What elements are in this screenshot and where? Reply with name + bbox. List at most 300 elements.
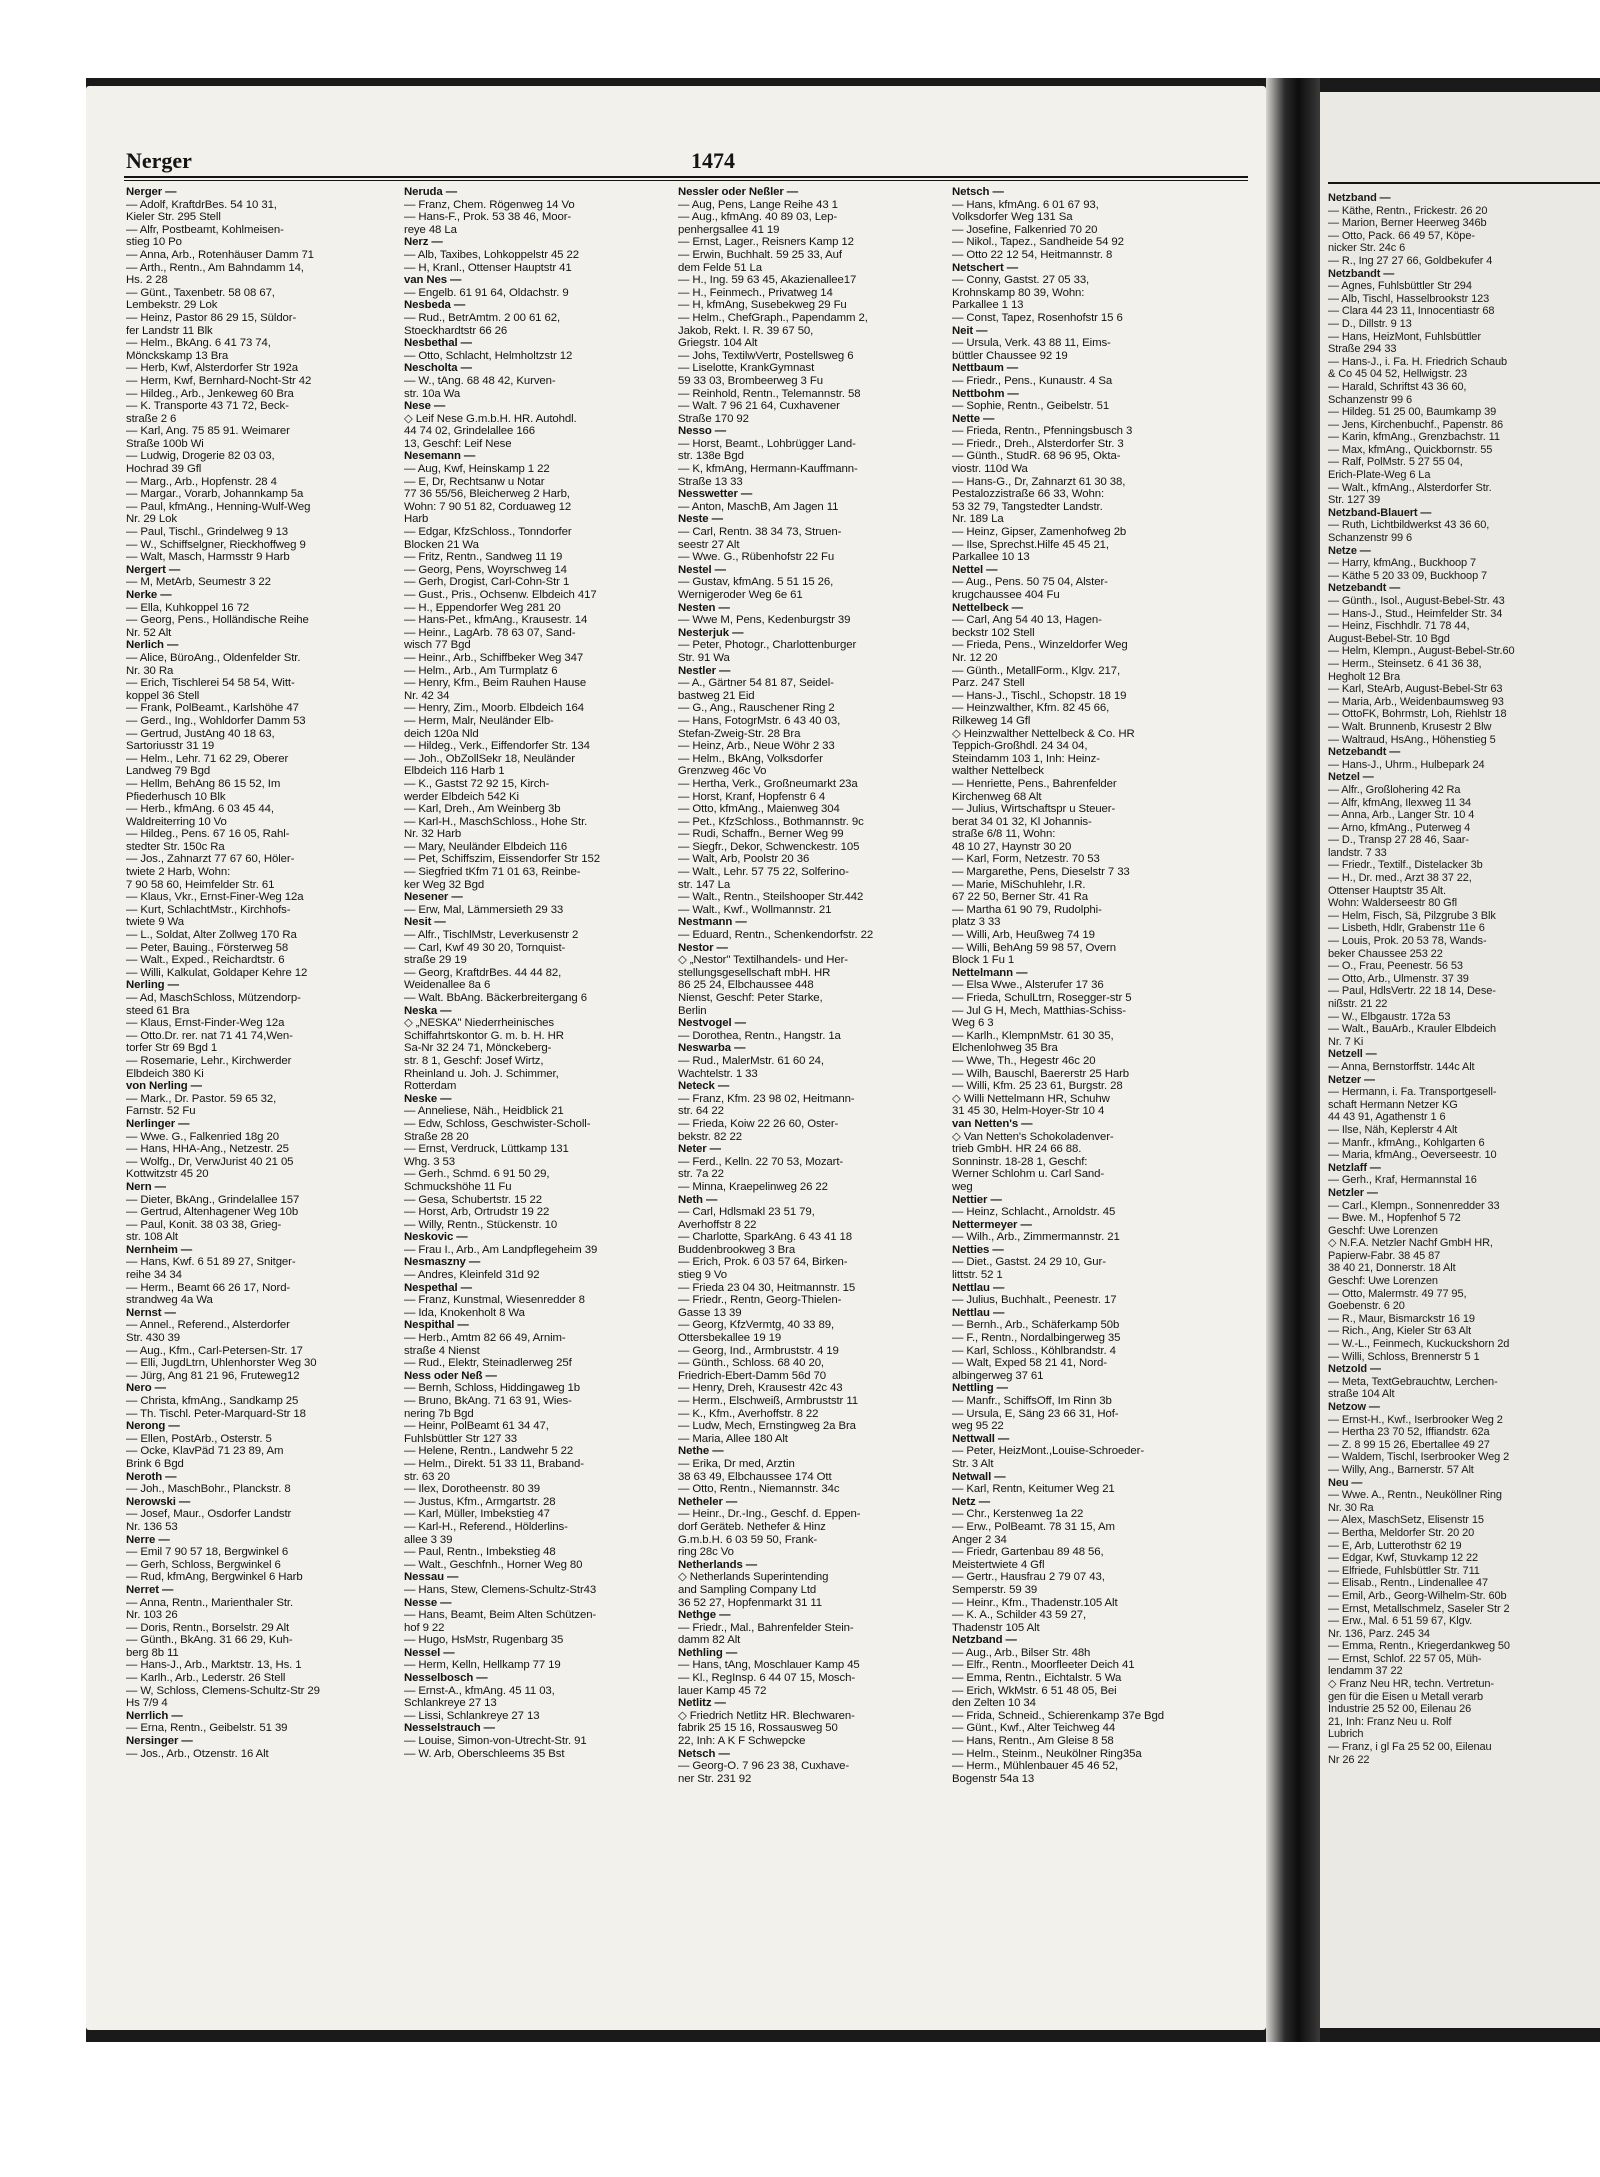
directory-entry: — Fritz, Rentn., Sandweg 11 19 <box>404 551 563 564</box>
facing-page-entry: — Arno, kfmAng., Puterweg 4 <box>1328 821 1471 834</box>
facing-page-entry: — Louis, Prok. 20 53 78, Wands- <box>1328 935 1487 948</box>
directory-entry: stedter Str. 150c Ra <box>126 840 225 853</box>
directory-entry: — Paul, Konit. 38 03 38, Grieg- <box>126 1218 282 1231</box>
facing-page-entry: — Ernst, Metallschmelz, Saseler Str 2 <box>1328 1602 1510 1615</box>
directory-entry: — Th. Tischl. Peter-Marquard-Str 18 <box>126 1407 306 1420</box>
directory-entry: — Horst, Beamt., Lohbrügger Land- <box>678 437 856 450</box>
directory-entry: Sartoriusstr 31 19 <box>126 740 215 753</box>
directory-entry: Hs. 2 28 <box>126 274 168 287</box>
directory-entry: van Nes — <box>404 274 462 287</box>
directory-entry: — Hans, Rentn., Am Gleise 8 58 <box>952 1735 1114 1748</box>
directory-entry: straße 6/8 11, Wohn: <box>952 828 1056 841</box>
directory-entry: damm 82 Alt <box>678 1634 741 1647</box>
directory-entry: Teppich-Großhdl. 24 34 04, <box>952 740 1088 753</box>
directory-entry: str. 8 1, Geschf: Josef Wirtz, <box>404 1054 544 1067</box>
directory-entry: — Herm., Elschweiß, Armbruststr 11 <box>678 1395 858 1407</box>
directory-entry: — Walt, Arb, Poolstr 20 36 <box>678 853 810 866</box>
facing-page-entry: — Käthe 5 20 33 09, Buckhoop 7 <box>1328 569 1488 582</box>
directory-entry: Neskovic — <box>404 1231 468 1244</box>
directory-entry: 67 22 50, Berner Str. 41 Ra <box>952 891 1088 904</box>
directory-entry: Nerre — <box>126 1533 170 1546</box>
facing-page-entry: — D., Dillstr. 9 13 <box>1328 317 1412 330</box>
facing-page-entry: Netze — <box>1328 544 1371 557</box>
directory-entry: — Chr., Kerstenweg 1a 22 <box>952 1508 1084 1521</box>
directory-entry: — Helm., Direkt. 51 33 11, Braband- <box>404 1457 584 1470</box>
directory-entry: Nern — <box>126 1180 166 1193</box>
directory-entry: Nr. 189 La <box>952 513 1004 526</box>
facing-page-entry: — Ernst, Schlof. 22 57 05, Müh- <box>1328 1652 1482 1665</box>
directory-entry: str. 108 Alt <box>126 1231 178 1244</box>
directory-entry: — Frida, Schneid., Schierenkamp 37e Bgd <box>952 1709 1165 1722</box>
directory-entry: — Georg, Pens., Holländische Reihe <box>126 614 309 627</box>
directory-entry: stieg 9 Vo <box>678 1269 728 1282</box>
facing-page-entry: schaft Hermann Netzer KG <box>1328 1098 1458 1111</box>
directory-entry: Volksdorfer Weg 131 Sa <box>952 211 1073 224</box>
directory-entry: — Günth., Schloss. 68 40 20, <box>678 1357 824 1370</box>
directory-entry: — Ella, Kuhkoppel 16 72 <box>126 601 250 614</box>
directory-entry: Hochrad 39 Gfl <box>126 463 202 476</box>
directory-entry: — Bernh., Arb., Schäferkamp 50b <box>952 1319 1120 1332</box>
directory-entry: seestr 27 Alt <box>678 538 740 551</box>
facing-page-entry: — Walt. Brunnenb, Krusestr 2 Blw <box>1328 720 1492 733</box>
facing-page-entry: 21, Inh: Franz Neu u. Rolf <box>1328 1715 1452 1728</box>
directory-entry: Nerowski — <box>126 1495 191 1508</box>
facing-page-entry: beker Chaussee 253 22 <box>1328 947 1443 960</box>
directory-entry: Nettbaum — <box>952 362 1019 375</box>
directory-entry: — H., Eppendorfer Weg 281 20 <box>404 601 561 614</box>
directory-entry: straße 2 6 <box>126 412 177 425</box>
directory-entry: — Peter, Photogr., Charlottenburger <box>678 639 857 652</box>
directory-entry: werder Elbdeich 542 Ki <box>404 790 519 803</box>
directory-entry: Nettwall — <box>952 1432 1010 1445</box>
directory-entry: — Gertrud, JustAng 40 18 63, <box>126 727 275 740</box>
facing-page-entry: — Marion, Berner Heerweg 346b <box>1328 217 1487 230</box>
facing-page-entry: — Manfr., kfmAng., Kohlgarten 6 <box>1328 1136 1485 1149</box>
directory-entry: Netherlands — <box>678 1558 758 1571</box>
directory-entry: — Helm., ChefGraph., Papendamm 2, <box>678 311 868 324</box>
directory-entry: — Helene, Rentn., Landwehr 5 22 <box>404 1445 574 1458</box>
directory-entry: Nespithal — <box>404 1319 469 1332</box>
directory-entry: — Rud., BetrAmtm. 2 00 61 62, <box>404 311 561 324</box>
directory-entry: Parkallee 10 13 <box>952 551 1030 564</box>
directory-entry: — Henry, Dreh, Krausestr 42c 43 <box>678 1382 843 1395</box>
directory-entry: — Karl-H., MaschSchloss., Hohe Str. <box>404 815 588 828</box>
directory-entry: — Jos., Arb., Otzenstr. 16 Alt <box>126 1747 269 1760</box>
directory-entry: — Anna, Rentn., Marienthaler Str. <box>126 1596 294 1609</box>
directory-entry: — Jos., Zahnarzt 77 67 60, Höler- <box>126 853 295 866</box>
facing-page-entry: Netzold — <box>1328 1363 1381 1376</box>
directory-entry: — Erich, Tischlerei 54 58 54, Witt- <box>126 677 295 690</box>
facing-page-entry: straße 104 Alt <box>1328 1388 1395 1401</box>
directory-entry: — Dieter, BkAng., Grindelallee 157 <box>126 1193 300 1206</box>
facing-page-entry: — Emil, Arb., Georg-Wilhelm-Str. 60b <box>1328 1589 1507 1602</box>
directory-entry: — Friedr., Pens., Kunaustr. 4 Sa <box>952 374 1113 387</box>
directory-entry: Nettelbeck — <box>952 601 1023 614</box>
directory-entry: 36 52 27, Hopfenmarkt 31 11 <box>678 1596 822 1609</box>
directory-entry: Netsch — <box>952 186 1004 198</box>
facing-page-entry: — Alfr., Großlohering 42 Ra <box>1328 783 1461 796</box>
directory-entry: — Hildeg., Arb., Jenkeweg 60 Bra <box>126 387 294 400</box>
facing-page-entry: — Clara 44 23 11, Innocentiastr 68 <box>1328 305 1495 318</box>
directory-entry: — Hans, Kwf. 6 51 89 27, Snitger- <box>126 1256 296 1269</box>
facing-page-entry: — Willy, Ang., Barnerstr. 57 Alt <box>1328 1463 1474 1476</box>
running-head-name: Nerger <box>126 148 192 173</box>
directory-entry: — K, kfmAng, Hermann-Kauffmann- <box>678 463 858 476</box>
directory-entry: — Marie, MiSchuhlehr, I.R. <box>952 878 1086 891</box>
facing-page-entry: Hegholt 12 Bra <box>1328 670 1400 683</box>
directory-entry: twiete 9 Wa <box>126 916 184 929</box>
directory-entry: Nr. 29 Lok <box>126 513 177 526</box>
directory-entry: — Heinz, Pastor 86 29 15, Süldor- <box>126 311 297 324</box>
directory-entry: Steindamm 103 1, Inh: Heinz- <box>952 752 1100 765</box>
directory-entry: — Hans-J., Tischl., Schopstr. 18 19 <box>952 689 1127 702</box>
facing-page-entry: — Hans, HeizMont, Fuhlsbüttler <box>1328 330 1481 343</box>
directory-entry: — Heinr., LagArb. 78 63 07, Sand- <box>404 626 576 639</box>
directory-entry: Pestalozzistraße 66 33, Wohn: <box>952 488 1105 501</box>
directory-entry: — Frieda 23 04 30, Heitmannstr. 15 <box>678 1281 856 1294</box>
directory-entry: — Helm., Steinm., Neukölner Ring35a <box>952 1747 1142 1760</box>
directory-entry: — Erich, Prok. 6 03 57 64, Birken- <box>678 1256 848 1269</box>
directory-entry: Parkallee 1 13 <box>952 299 1024 312</box>
directory-entry: torfer Str 69 Bgd 1 <box>126 1042 218 1055</box>
facing-page-entry: — Elisab., Rentn., Lindenallee 47 <box>1328 1577 1488 1590</box>
directory-entry: — Hans, tAng, Moschlauer Kamp 45 <box>678 1659 860 1672</box>
directory-entry: — Günth., MetallForm., Klgv. 217, <box>952 664 1121 677</box>
directory-entry: — Hans-Pet., kfmAng., Krausestr. 14 <box>404 614 588 627</box>
directory-entry: — Frank, PolBeamt., Karlshöhe 47 <box>126 702 299 715</box>
directory-entry: — Herm, Kwf, Bernhard-Nocht-Str 42 <box>126 374 312 387</box>
directory-entry: — Marg., Arb., Hopfenstr. 28 4 <box>126 475 277 488</box>
directory-entry: dorf Geräteb. Nethefer & Hinz <box>678 1520 826 1533</box>
directory-entry: — Herb., Amtm 82 66 49, Arnim- <box>404 1332 566 1345</box>
directory-entry: — Ernst-A., kfmAng. 45 11 03, <box>404 1684 555 1697</box>
directory-entry: Kieler Str. 295 Stell <box>126 211 221 224</box>
directory-entry: — Diet., Gastst. 24 29 10, Gur- <box>952 1256 1106 1269</box>
directory-entry: and Sampling Company Ltd <box>678 1583 817 1596</box>
facing-page-entry: — Hertha 23 70 52, Iffiandstr. 62a <box>1328 1426 1490 1439</box>
directory-entry: Nerrlich — <box>126 1709 183 1722</box>
header-rule <box>124 176 1248 178</box>
facing-page-entry: ◇ Franz Neu HR, techn. Vertretun- <box>1328 1678 1494 1691</box>
directory-entry: — Georg, KfzVermtg, 40 33 89, <box>678 1319 835 1332</box>
directory-entry: — Hildeg., Pens. 67 16 05, Rahl- <box>126 828 290 841</box>
facing-page-entry: — Waltraud, HsAng., Höhenstieg 5 <box>1328 733 1496 746</box>
directory-entry: — Rudi, Schaffn., Berner Weg 99 <box>678 828 844 841</box>
directory-entry: — W., tAng. 68 48 42, Kurven- <box>404 374 556 387</box>
directory-entry: — Friedr., Mal., Bahrenfelder Stein- <box>678 1621 854 1634</box>
facing-page-entry: — Gerh., Kraf, Hermannstal 16 <box>1328 1174 1477 1187</box>
directory-entry: — Nikol., Tapez., Sandheide 54 92 <box>952 236 1124 249</box>
directory-entry: — Walt., Rentn., Steilshooper Str.442 <box>678 891 864 904</box>
directory-entry: — Ida, Knokenholt 8 Wa <box>404 1306 525 1319</box>
directory-entry: viostr. 110d Wa <box>952 463 1028 476</box>
directory-column-2 <box>404 186 666 1760</box>
directory-entry: — Reinhold, Rentn., Telemannstr. 58 <box>678 387 861 400</box>
directory-entry: Anger 2 34 <box>952 1533 1007 1546</box>
directory-entry: — F., Rentn., Nordalbingerweg 35 <box>952 1332 1121 1345</box>
directory-entry: — Karl-H., Referend., Hölderlins- <box>404 1520 568 1533</box>
facing-page-entry: — OttoFK, Bohrmstr, Loh, Riehlstr 18 <box>1328 708 1507 721</box>
directory-entry: walther Nettelbeck <box>952 765 1044 778</box>
directory-entry: Netsch — <box>678 1747 730 1760</box>
directory-entry: Harb <box>404 513 429 526</box>
directory-entry: Nesten — <box>678 601 730 614</box>
directory-entry: Farnstr. 52 Fu <box>126 1105 196 1118</box>
directory-entry: — Aug., Arb., Bilser Str. 48h <box>952 1646 1091 1659</box>
directory-entry: Nr. 12 20 <box>952 651 998 664</box>
directory-entry: — Joh., ObZollSekr 18, Neuländer <box>404 752 575 765</box>
directory-entry: — Ilex, Dorotheenstr. 80 39 <box>404 1483 540 1496</box>
directory-entry: Gasse 13 39 <box>678 1306 742 1319</box>
directory-entry: — Justus, Kfm., Armgartstr. 28 <box>404 1495 556 1508</box>
directory-entry: — Gerh, Schloss, Bergwinkel 6 <box>126 1558 281 1571</box>
directory-entry: Nerger — <box>126 186 177 198</box>
directory-entry: Werner Schlohm u. Carl Sand- <box>952 1168 1105 1181</box>
directory-entry: Bogenstr 54a 13 <box>952 1772 1035 1785</box>
directory-entry: beckstr 102 Stell <box>952 626 1035 639</box>
directory-column-3 <box>678 186 942 1785</box>
directory-entry: Friedrich-Ebert-Damm 56d 70 <box>678 1369 826 1382</box>
directory-entry: — Bernh, Schloss, Hiddingaweg 1b <box>404 1382 580 1395</box>
directory-entry: — Helm., Arb., Am Turmplatz 6 <box>404 664 558 677</box>
directory-entry: G.m.b.H. 6 03 59 50, Frank- <box>678 1533 818 1546</box>
directory-entry: — Herb., kfmAng. 6 03 45 44, <box>126 803 274 816</box>
directory-entry: platz 3 33 <box>952 916 1001 929</box>
directory-entry: Rilkeweg 14 Gfl <box>952 714 1031 727</box>
directory-entry: — Dorothea, Rentn., Hangstr. 1a <box>678 1029 841 1042</box>
directory-entry: Nerling — <box>126 979 179 992</box>
facing-page-entry: — Erw., Mal. 6 51 59 67, Klgv. <box>1328 1615 1473 1628</box>
directory-entry: — Hans, Stew, Clemens-Schultz-Str43 <box>404 1583 597 1596</box>
facing-page-entry: — Walt., BauArb., Krauler Elbdeich <box>1328 1023 1496 1036</box>
directory-entry: — M, MetArb, Seumestr 3 22 <box>126 576 271 589</box>
directory-entry: — Paul, kfmAng., Henning-Wulf-Weg <box>126 500 311 513</box>
directory-entry: büttler Chaussee 92 19 <box>952 349 1068 362</box>
directory-entry: hof 9 22 <box>404 1621 445 1634</box>
directory-entry: Nettelmann — <box>952 966 1028 979</box>
directory-entry: — Friedr., Rentn, Georg-Thielen- <box>678 1294 842 1307</box>
directory-entry: Str. 430 39 <box>126 1332 180 1345</box>
directory-entry: — K. Transporte 43 71 72, Beck- <box>126 400 289 413</box>
directory-entry: Schmuckshöhe 11 Fu <box>404 1180 512 1193</box>
facing-page-entry: — Ernst-H., Kwf., Iserbrooker Weg 2 <box>1328 1413 1503 1426</box>
directory-entry: straße 29 19 <box>404 954 467 967</box>
directory-entry: 13, Geschf: Leif Nese <box>404 437 512 450</box>
directory-entry: — Doris, Rentn., Borselstr. 29 Alt <box>126 1621 290 1634</box>
directory-entry: — Alfr, Postbeamt, Kohlmeisen- <box>126 223 284 236</box>
directory-entry: — E, Dr, Rechtsanw u Notar <box>404 475 545 488</box>
directory-entry: — Anna, Arb., Rotenhäuser Damm 71 <box>126 248 314 261</box>
directory-entry: Schiffahrtskontor G. m. b. H. HR <box>404 1029 564 1042</box>
facing-page-entry: — Franz, i gl Fa 25 52 00, Eilenau <box>1328 1741 1492 1754</box>
facing-page-entry: — Hermann, i. Fa. Transportgesell- <box>1328 1086 1497 1099</box>
directory-entry: — Anton, MaschB, Am Jagen 11 <box>678 500 839 513</box>
directory-entry: — Elfr., Rentn., Moorfleeter Deich 41 <box>952 1659 1135 1672</box>
directory-entry: Kirchenweg 68 Alt <box>952 790 1042 803</box>
facing-page-entry: Geschf: Uwe Lorenzen <box>1328 1224 1438 1237</box>
directory-entry: Neswarba — <box>678 1042 746 1055</box>
directory-entry: Nescholta — <box>404 362 472 375</box>
directory-entry: Krohnskamp 80 39, Wohn: <box>952 286 1085 299</box>
directory-entry: — Wwe. G., Falkenried 18g 20 <box>126 1130 279 1143</box>
directory-entry: Meistertwiete 4 Gfl <box>952 1558 1045 1571</box>
facing-page-entry: — Lisbeth, Hdlr, Grabenstr 11e 6 <box>1328 922 1485 935</box>
facing-page-entry: Erich-Plate-Weg 6 La <box>1328 469 1431 482</box>
directory-entry: Nettbohm — <box>952 387 1019 400</box>
directory-entry: Nethge — <box>678 1609 731 1622</box>
directory-entry: — Otto.Dr. rer. nat 71 41 74,Wen- <box>126 1029 293 1042</box>
facing-page-entry: — Käthe, Rentn., Frickestr. 26 20 <box>1328 204 1488 217</box>
directory-entry: Weidenallee 8a 6 <box>404 979 491 992</box>
facing-page-entry: Nr 26 22 <box>1328 1753 1370 1766</box>
directory-entry: 86 25 24, Elbchaussee 448 <box>678 979 814 992</box>
book-gutter <box>1266 78 1320 2042</box>
directory-entry: lauer Kamp 45 72 <box>678 1684 767 1697</box>
directory-entry: Nesselstrauch — <box>404 1722 495 1735</box>
facing-page-entry: — Walt., kfmAng., Alsterdorfer Str. <box>1328 481 1492 494</box>
directory-entry: — Ursula, E, Säng 23 66 31, Hof- <box>952 1407 1119 1420</box>
facing-page-entry: — Anna, Bernstorffstr. 144c Alt <box>1328 1060 1475 1073</box>
directory-entry: — Karlh., KlempnMstr. 61 30 35, <box>952 1029 1114 1042</box>
directory-entry: — Hugo, HsMstr, Rugenbarg 35 <box>404 1634 564 1647</box>
directory-entry: krugchaussee 404 Fu <box>952 589 1060 601</box>
directory-entry: — Henry, Zim., Moorb. Elbdeich 164 <box>404 702 584 715</box>
directory-entry: — Helm., BkAng, Volksdorfer <box>678 752 823 765</box>
facing-page-entry: nicker Str. 24c 6 <box>1328 242 1406 255</box>
directory-entry: straße 4 Nienst <box>404 1344 480 1357</box>
directory-entry: — Ocke, KlavPäd 71 23 89, Am <box>126 1445 284 1458</box>
directory-entry: — Julius, Wirtschaftspr u Steuer- <box>952 803 1116 816</box>
directory-entry: koppel 36 Stell <box>126 689 200 702</box>
directory-entry: Buddenbrookweg 3 Bra <box>678 1243 796 1256</box>
facing-page-entry: August-Bebel-Str. 10 Bgd <box>1328 632 1450 645</box>
facing-page-entry: — Otto, Malermstr. 49 77 95, <box>1328 1287 1467 1300</box>
directory-entry: Nerlich — <box>126 639 179 652</box>
directory-entry: Nesswetter — <box>678 488 753 501</box>
directory-entry: ◇ „NESKA" Niederrheinisches <box>404 1017 555 1030</box>
directory-entry: — W, Schloss, Clemens-Schultz-Str 29 <box>126 1684 320 1697</box>
directory-entry: Nerlinger — <box>126 1117 190 1130</box>
directory-entry: ker Weg 32 Bgd <box>404 878 485 891</box>
directory-entry: — Erika, Dr med, Arztin <box>678 1457 795 1470</box>
directory-entry: penhergsallee 41 19 <box>678 223 780 236</box>
directory-entry: str. 7a 22 <box>678 1168 724 1181</box>
facing-page-entry: landstr. 7 33 <box>1328 846 1387 859</box>
running-head <box>126 148 1246 176</box>
directory-entry: — Friedr, Gartenbau 89 48 56, <box>952 1546 1104 1559</box>
facing-page-entry: — Wwe. A., Rentn., Neuköllner Ring <box>1328 1489 1502 1502</box>
directory-entry: Nesener — <box>404 891 463 904</box>
directory-entry: — Rud, kfmAng, Bergwinkel 6 Harb <box>126 1571 303 1584</box>
facing-page-entry: — Ralf, PolMstr. 5 27 55 04, <box>1328 456 1463 469</box>
directory-entry: — Franz, Kunstmal, Wiesenredder 8 <box>404 1294 585 1307</box>
directory-entry: — K. A., Schilder 43 59 27, <box>952 1609 1087 1622</box>
facing-page-entry: — Maria, kfmAng., Oeverseestr. 10 <box>1328 1149 1497 1162</box>
directory-entry: berat 34 01 32, Kl Johannis- <box>952 815 1092 828</box>
directory-page <box>86 86 1266 2030</box>
facing-page-entry: Geschf: Uwe Lorenzen <box>1328 1275 1438 1288</box>
directory-entry: Sonninstr. 18-28 1, Geschf: <box>952 1155 1088 1168</box>
directory-entry: — Aug., kfmAng. 40 89 03, Lep- <box>678 211 838 224</box>
directory-entry: Nr. 136 53 <box>126 1520 178 1533</box>
directory-entry: — Karlh., Arb., Lederstr. 26 Stell <box>126 1672 286 1685</box>
directory-entry: — Hans-J., Arb., Marktstr. 13, Hs. 1 <box>126 1659 302 1672</box>
directory-entry: — Mark., Dr. Pastor. 59 65 32, <box>126 1092 277 1105</box>
directory-entry: Nerong — <box>126 1420 180 1433</box>
directory-entry: Hs 7/9 4 <box>126 1697 168 1710</box>
facing-page-entry: — W.-L., Feinmech, Kuckuckshorn 2d <box>1328 1338 1510 1351</box>
directory-entry: — Gertrud, Altenhagener Weg 10b <box>126 1206 299 1219</box>
directory-entry: — Hertha, Verk., Großneumarkt 23a <box>678 777 858 790</box>
directory-entry: — Frieda, Pens., Winzeldorfer Weg <box>952 639 1128 652</box>
directory-entry: Nestor — <box>678 941 728 954</box>
directory-entry: — Klaus, Vkr., Ernst-Finer-Weg 12a <box>126 891 304 904</box>
directory-entry: str. 63 20 <box>404 1470 450 1483</box>
directory-entry: Neruda — <box>404 186 457 198</box>
directory-entry: — Lissi, Schlankreye 27 13 <box>404 1709 540 1722</box>
directory-entry: — Gerh., Schmd. 6 91 50 29, <box>404 1168 550 1181</box>
facing-page-entry: — Hans-J., Stud., Heimfelder Str. 34 <box>1328 607 1503 620</box>
directory-entry: Averhoffstr 8 22 <box>678 1218 757 1231</box>
directory-entry: — Franz, Kfm. 23 98 02, Heitmann- <box>678 1092 855 1105</box>
directory-entry: Schlankreye 27 13 <box>404 1697 497 1710</box>
facing-page-entry: Schanzenstr 99 6 <box>1328 393 1413 406</box>
directory-entry: Str. 91 Wa <box>678 651 730 664</box>
directory-entry: reye 48 La <box>404 223 457 236</box>
directory-entry: Nr. 103 26 <box>126 1609 178 1622</box>
directory-entry: littstr. 52 1 <box>952 1269 1003 1282</box>
directory-entry: Wohn: 7 90 51 82, Corduaweg 12 <box>404 500 572 513</box>
facing-page-entry: — Emma, Rentn., Kriegerdankweg 50 <box>1328 1640 1510 1653</box>
directory-entry: — Eduard, Rentn., Schenkendorfstr. 22 <box>678 929 874 942</box>
directory-entry: — Gust., Pris., Ochsenw. Elbdeich 417 <box>404 589 597 601</box>
facing-page-entry: — Jens, Kirchenbuchf., Papenstr. 86 <box>1328 418 1504 431</box>
directory-entry: Fuhlsbüttler Str 127 33 <box>404 1432 517 1445</box>
directory-entry: — Herm., Mühlenbauer 45 46 52, <box>952 1760 1119 1773</box>
directory-entry: — Aug, Kwf, Heinskamp 1 22 <box>404 463 550 476</box>
directory-entry: — Jürg, Ang 81 21 96, Fruteweg12 <box>126 1369 300 1382</box>
directory-entry: — Franz, Chem. Rögenweg 14 Vo <box>404 198 575 211</box>
directory-entry: Elbdeich 116 Harb 1 <box>404 765 505 778</box>
directory-entry: — Heinzwalther, Kfm. 82 45 66, <box>952 702 1110 715</box>
facing-page-entry: — Meta, TextGebrauchtw, Lerchen- <box>1328 1375 1498 1388</box>
scan-frame <box>86 78 1600 2042</box>
directory-entry: 31 45 30, Helm-Hoyer-Str 10 4 <box>952 1105 1105 1118</box>
directory-entry: Nesso — <box>678 425 727 438</box>
directory-entry: — W. Arb, Oberschleems 35 Bst <box>404 1747 565 1760</box>
facing-page-entry: — Otto, Arb., Ulmenstr. 37 39 <box>1328 972 1469 985</box>
facing-page-entry: — Waldem, Tischl, Iserbrooker Weg 2 <box>1328 1451 1510 1464</box>
directory-entry: — Ludw, Mech, Ernstingweg 2a Bra <box>678 1420 856 1433</box>
facing-page-fragment <box>1320 92 1600 2028</box>
directory-entry: — Heinr, PolBeamt 61 34 47, <box>404 1420 549 1433</box>
directory-entry: — Carl, Hdlsmakl 23 51 79, <box>678 1206 815 1219</box>
directory-entry: — Edw, Schloss, Geschwister-Scholl- <box>404 1117 591 1130</box>
directory-entry: von Nerling — <box>126 1080 202 1093</box>
directory-entry: — Rosemarie, Lehr., Kirchwerder <box>126 1054 292 1067</box>
directory-entry: — Josefine, Falkenried 70 20 <box>952 223 1098 236</box>
directory-entry: Nesbethal — <box>404 337 472 350</box>
directory-entry: Nesemann — <box>404 450 476 463</box>
directory-entry: Berlin <box>678 1004 707 1017</box>
directory-entry: — Liselotte, KrankGymnast <box>678 362 815 375</box>
directory-entry: Nersinger — <box>126 1735 193 1748</box>
directory-entry: Brink 6 Bgd <box>126 1457 184 1470</box>
directory-entry: — Erich, WkMstr. 6 51 48 05, Bei <box>952 1684 1117 1697</box>
directory-entry: Nessau — <box>404 1571 459 1584</box>
directory-entry: — Walt., Geschfnh., Horner Weg 80 <box>404 1558 583 1571</box>
directory-entry: — Ernst, Lager., Reisners Kamp 12 <box>678 236 854 249</box>
